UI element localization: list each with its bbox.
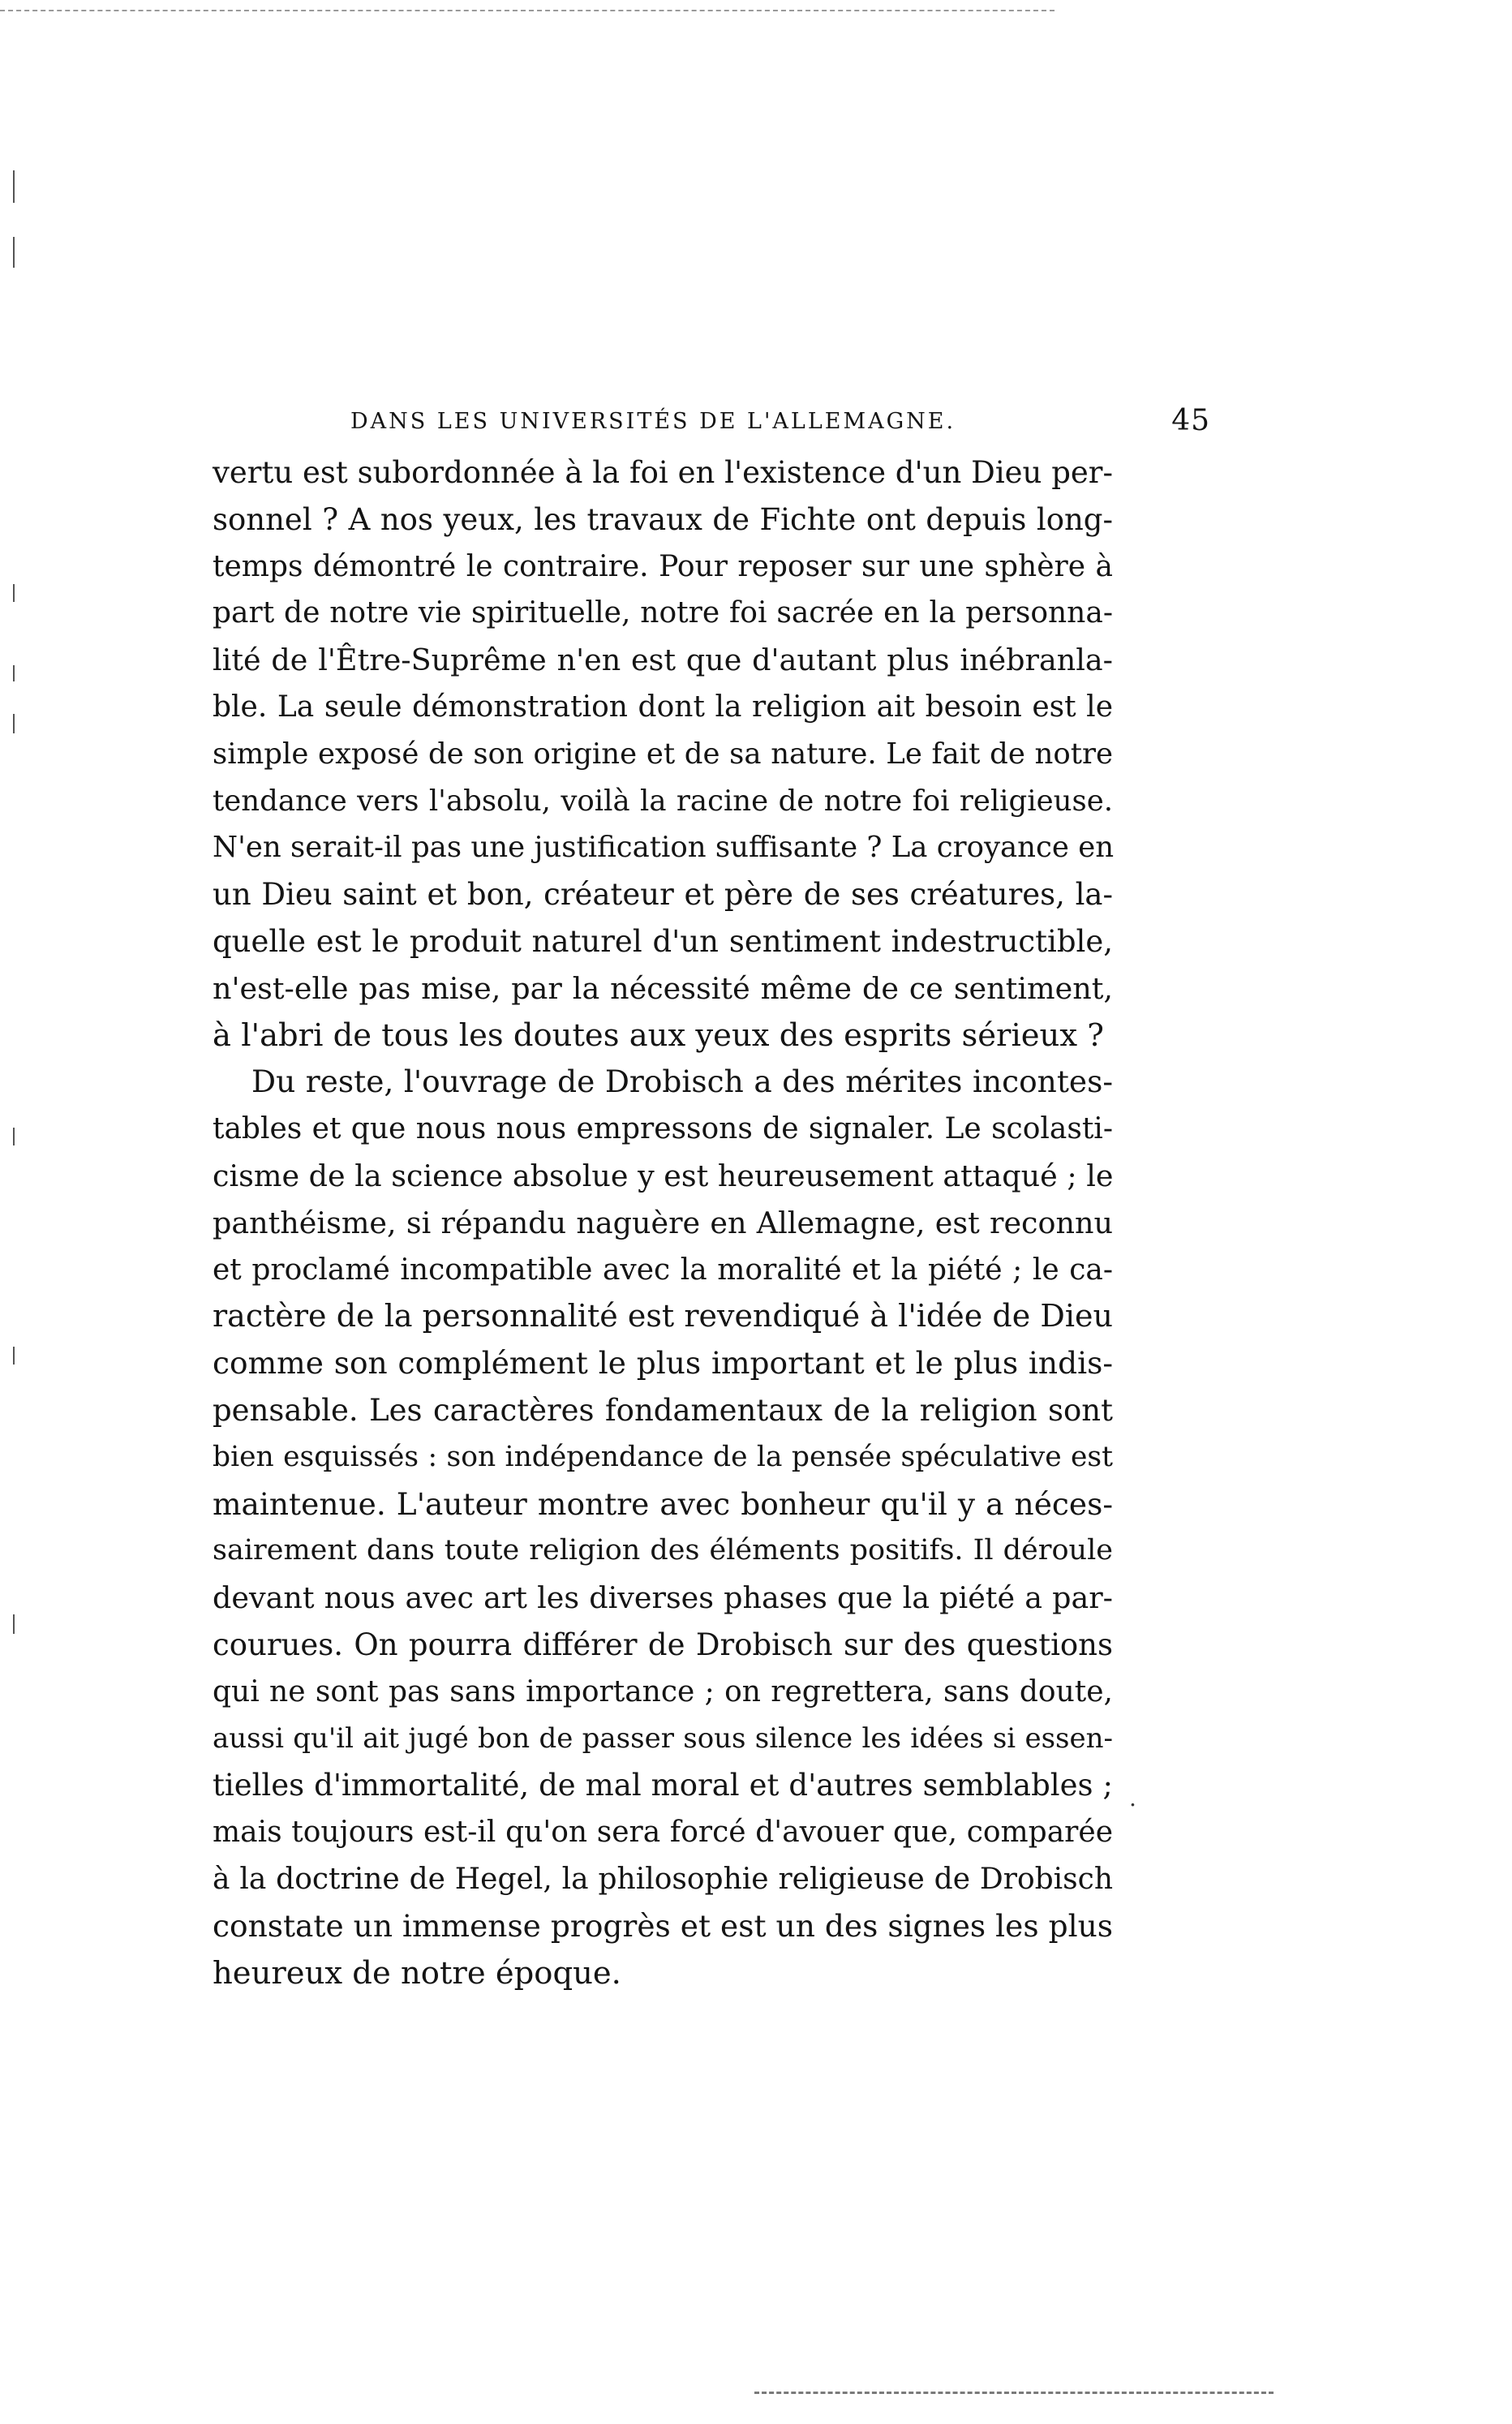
text-line: heureux de notre époque.: [213, 1954, 621, 1992]
text-line: panthéisme, si répandu naguère en Allemagne, est reconnu: [213, 1205, 1113, 1240]
text-line: mais toujours est-il qu'on sera forcé d'avouer que, comparée: [213, 1816, 1113, 1850]
text-line: lité de l'Être-Suprême n'en est que d'autant plus inébranla-: [213, 643, 1113, 678]
text-line: bien esquissés : son indépendance de la pensée spéculative est: [213, 1440, 1113, 1473]
margin-mark: .: [1129, 1785, 1136, 1812]
running-title: DANS LES UNIVERSITÉS DE L'ALLEMAGNE.: [350, 409, 956, 434]
text-line: pensable. Les caractères fondamentaux de la religion sont: [213, 1392, 1113, 1428]
text-line: à la doctrine de Hegel, la philosophie religieuse de Drobisch: [213, 1862, 1113, 1896]
paragraph-2: [213, 1059, 1113, 1996]
text-line: vertu est subordonnée à la foi en l'existence d'un Dieu per-: [213, 455, 1113, 490]
text-line: comme son complément le plus important et le plus indis-: [213, 1345, 1113, 1382]
running-head: [350, 404, 1210, 445]
margin-tick: [13, 584, 15, 602]
text-line: tielles d'immortalité, de mal moral et d'autres semblables ;: [213, 1768, 1113, 1803]
margin-tick: [13, 170, 15, 203]
top-scan-edge: [0, 10, 1055, 11]
text-line: un Dieu saint et bon, créateur et père de ses créatures, la-: [213, 877, 1113, 913]
text-line: N'en serait-il pas une justification suffisante ? La croyance en: [213, 831, 1115, 865]
bottom-scan-edge: [754, 2392, 1274, 2394]
body-text: [213, 449, 1113, 1996]
text-line: cisme de la science absolue y est heureusement attaqué ; le: [213, 1158, 1114, 1193]
text-line: part de notre vie spirituelle, notre foi sacrée en la personna-: [213, 596, 1113, 630]
margin-tick: [13, 237, 15, 268]
text-line: aussi qu'il ait jugé bon de passer sous silence les idées si essen-: [213, 1721, 1113, 1755]
text-line: temps démontré le contraire. Pour reposer sur une sphère à: [213, 549, 1113, 583]
text-line: maintenue. L'auteur montre avec bonheur qu'il y a néces-: [213, 1485, 1113, 1522]
text-line: qui ne sont pas sans importance ; on regrettera, sans doute,: [213, 1674, 1113, 1708]
text-line: tendance vers l'absolu, voilà la racine de notre foi religieuse.: [213, 784, 1113, 818]
text-line: simple exposé de son origine et de sa nature. Le fait de notre: [213, 737, 1113, 771]
text-line: n'est-elle pas mise, par la nécessité même de ce sentiment,: [213, 970, 1113, 1006]
text-line: constate un immense progrès et est un des signes les plus: [213, 1907, 1113, 1944]
text-line: ractère de la personnalité est revendiqué à l'idée de Dieu: [213, 1298, 1113, 1334]
text-line: devant nous avec art les diverses phases que la piété a par-: [213, 1580, 1113, 1616]
paragraph-1: [213, 449, 1113, 1059]
text-line: Du reste, l'ouvrage de Drobisch a des mérites incontes-: [251, 1064, 1113, 1100]
margin-tick: [13, 665, 15, 681]
page-number: 45: [1171, 404, 1210, 437]
text-line: sairement dans toute religion des éléments positifs. Il déroule: [213, 1534, 1113, 1567]
text-line: à l'abri de tous les doutes aux yeux des esprits sérieux ?: [213, 1016, 1104, 1054]
margin-tick: [13, 1614, 15, 1634]
text-line: courues. On pourra différer de Drobisch sur des questions: [213, 1627, 1113, 1662]
margin-tick: [13, 1128, 15, 1145]
text-line: tables et que nous nous empressons de signaler. Le scolasti-: [213, 1112, 1113, 1146]
text-line: ble. La seule démonstration dont la religion ait besoin est le: [213, 690, 1113, 724]
text-line: quelle est le produit naturel d'un sentiment indestructible,: [213, 923, 1113, 959]
margin-tick: [13, 1347, 15, 1365]
text-line: sonnel ? A nos yeux, les travaux de Fichte ont depuis long-: [213, 501, 1113, 537]
margin-tick: [13, 714, 15, 733]
text-line: et proclamé incompatible avec la moralité et la piété ; le ca-: [213, 1253, 1113, 1287]
